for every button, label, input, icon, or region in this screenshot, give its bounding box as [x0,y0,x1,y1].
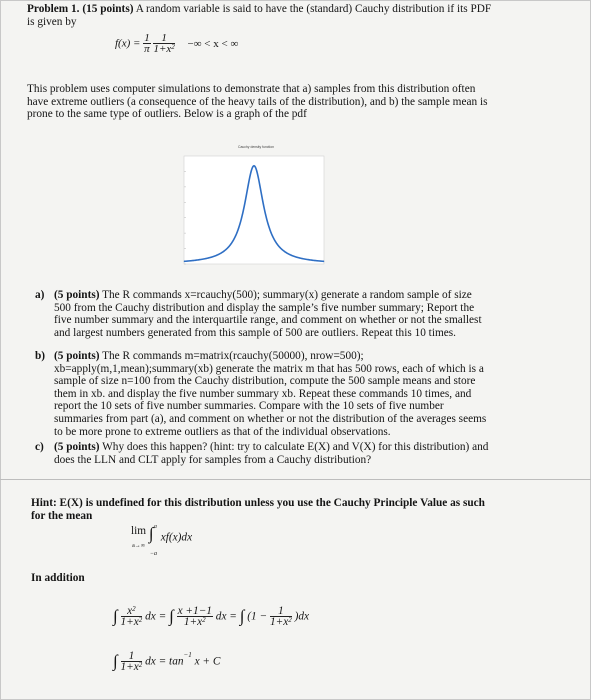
integral-bounds: a ∫ −a [148,524,157,557]
part-line: report the 10 sets of five number summaries. Compare with the 10 sets of five number [54,400,444,413]
integral-identity-2: ∫ $\frac{1}{1+x^2}$ dx = $\tan^{-1} x + C$ [113,650,221,673]
integral-identity-1: ∫ $\frac{x^2}{1+x^2}$ dx = ∫ $\frac{x +1-1}{1+x^2}$ dx = ∫ (1 − $\frac{1}{1+x^2}$ )dx [113,605,309,628]
part-line: five number summary and the interquartile range, and comment on whether or not the smallest [54,314,482,327]
part-line: (5 points) Why does this happen? (hint: try to calculate E(X) and V(X) for this distribution) and [54,441,489,453]
part-line: summaries from part (a), and comment on whether or not the distribution of the averages seems [54,412,487,425]
paragraph-line-3: prone to the same type of outliers. Below is a graph of the pdf [27,108,307,121]
pdf-domain: −∞ < x < ∞ [187,37,239,50]
part-line: and largest numbers generated from this sample of 500 are outliers. Repeat this 10 times. [54,326,456,339]
limit-operator: lim a→∞ [131,525,147,549]
pdf-fraction-2: $\frac{1}{1+x^2}$ [153,32,175,55]
part-line: them in xb. and display the five number summary xb. Repeat these commands 10 times, and [54,387,472,400]
pdf-fraction-1: $\frac{1}{\pi}$ [144,32,150,55]
paragraph-line-1: This problem uses computer simulations to demonstrate that a) samples from this distribution often [27,83,476,95]
intro-line-2: is given by [27,15,77,28]
chart-title: Cauchy density function [238,145,274,149]
part-line: sample of size n=100 from the Cauchy distribution, compute the 500 sample means and store [54,375,476,388]
part-line: xb=apply(m,1,mean);summary(xb) generate the matrix m that has 500 rows, each of which is a [54,362,484,375]
pdf-lhs: f(x) = [115,37,141,50]
part-line: does the LLN and CLT apply for samples from a Cauchy distribution? [54,453,372,466]
part-label: c) [35,441,44,453]
problem-heading: Problem 1. (15 points) [27,3,134,15]
part-line: (5 points) The R commands m=matrix(rcauchy(50000), nrow=500); [54,350,364,362]
part-line: to be more prone to extreme outliers as that of the individual observations. [54,425,391,438]
part-line: (5 points) The R commands x=rcauchy(500); summary(x) generate a random sample of size [54,289,472,301]
section-divider [0,479,591,480]
limit-integrand: xf(x)dx [160,531,193,544]
in-addition-label: In addition [31,572,85,584]
part-label: a) [35,289,45,301]
hint-line-1: Hint: E(X) is undefined for this distribution unless you use the Cauchy Principle Value as such [31,497,485,509]
part-line: 500 from the Cauchy distribution and display the sample’s five number summary; Report the [54,301,475,314]
intro-line-1: A random variable is said to have the (standard) Cauchy distribution if its PDF [135,3,492,15]
part-label: b) [35,350,46,362]
paragraph-line-2: have extreme outliers (a consequence of the heavy tails of the distribution), and b) the sample mean is [27,95,488,108]
hint-line-2: for the mean [31,509,93,522]
